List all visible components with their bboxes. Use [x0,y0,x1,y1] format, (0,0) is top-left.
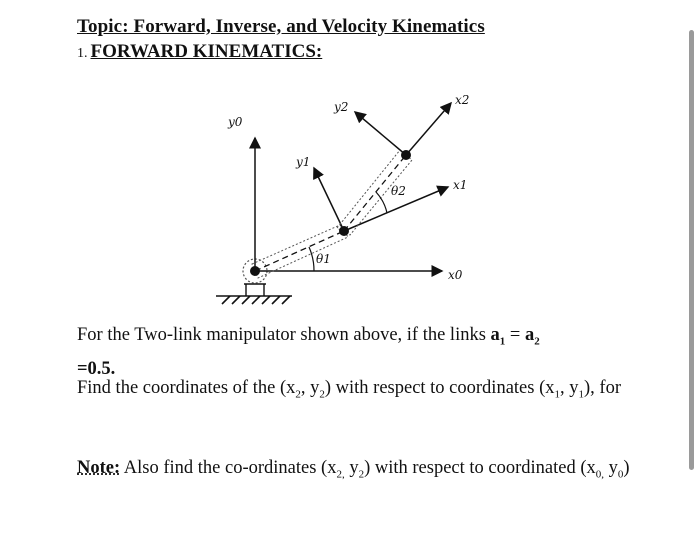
topic-heading: Topic: Forward, Inverse, and Velocity Kinematics [77,16,485,37]
base-pedestal [244,284,266,296]
scrollbar[interactable] [689,30,694,470]
section-title: FORWARD KINEMATICS: [90,41,323,62]
label-x2: x2 [455,93,470,107]
label-x1: x1 [453,178,468,192]
section-number: 1. [77,46,88,61]
note-paragraph: Note: Also find the co-ordinates ($x_{2,}$ $y_2$) with respect to coordinated ($x_{0,}$ $y_0$) [77,458,630,481]
theta2-arc [376,192,387,213]
label-x0: x0 [448,268,463,282]
note-label: Note: [77,458,121,478]
label-y0: y0 [228,115,243,129]
label-theta1: θ1 [316,252,331,266]
y2-axis [355,112,406,155]
end-effector [401,150,411,160]
base-joint [250,266,260,276]
elbow-joint [339,226,349,236]
label-y2: y2 [334,100,349,114]
label-theta2: θ2 [391,184,406,198]
theta1-arc [309,247,314,271]
label-y1: y1 [296,155,311,169]
find-instruction: Find the coordinates of the ($x_2$, $y_2$) with respect to coordinates ($x_1$, $y_1$), for [77,378,621,401]
ground-hatch [216,296,292,304]
x2-axis [406,103,451,155]
problem-statement: For the Two-link manipulator shown above, if the links $a_1 = a_2$ =0.5. [77,325,540,379]
y1-axis [314,168,344,231]
